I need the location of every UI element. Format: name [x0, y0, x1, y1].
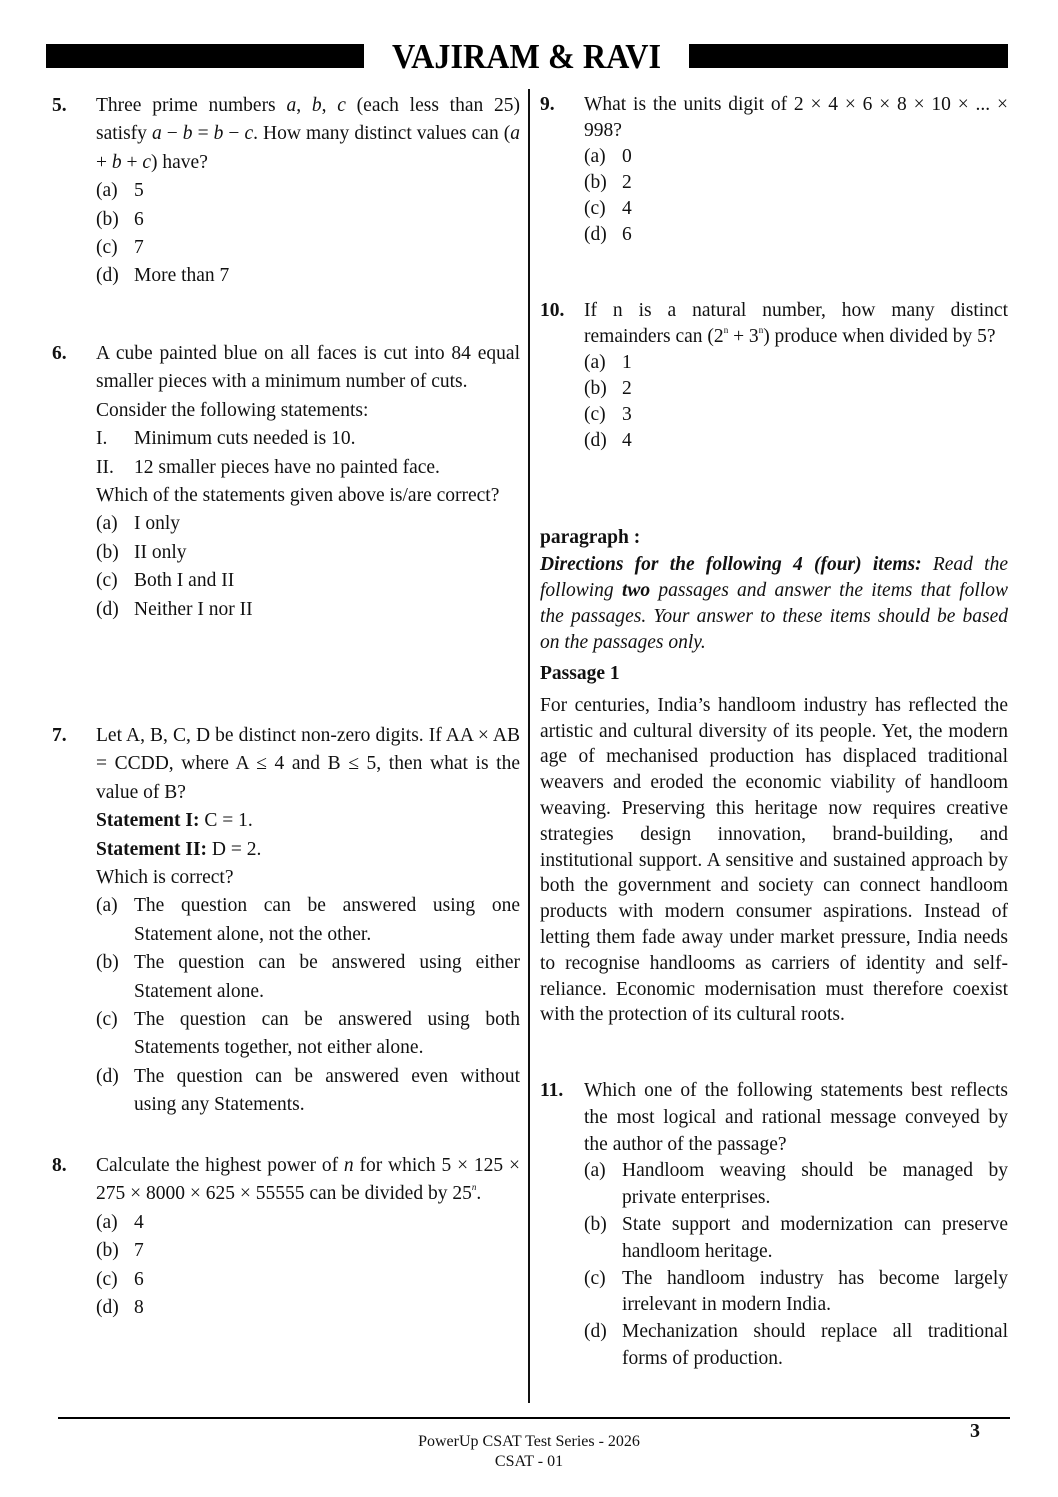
- option-label: (c): [96, 237, 118, 259]
- question-7: [52, 722, 520, 1162]
- statement-text: C = 1.: [199, 810, 253, 832]
- option-label: (b): [584, 378, 607, 399]
- option-a[interactable]: [96, 177, 520, 205]
- question-11: [540, 1078, 1008, 1373]
- question-ask: Which is correct?: [96, 867, 234, 889]
- stem-text: ) produce when divided by 5?: [763, 326, 996, 347]
- question-stem: [584, 298, 1008, 350]
- question-number: 10.: [540, 300, 565, 321]
- option-label: (c): [584, 404, 606, 425]
- statement-text: Minimum cuts needed is 10.: [134, 428, 356, 450]
- statement-label: Statement II:: [96, 838, 208, 860]
- option-label: (b): [96, 1240, 119, 1262]
- statement-text: D = 2.: [207, 838, 262, 860]
- question-body: [584, 92, 1008, 248]
- option-text: 3: [622, 404, 632, 425]
- footer-rule: [58, 1417, 1010, 1419]
- stem-exponent: n: [758, 325, 764, 335]
- option-label: (a): [96, 1211, 118, 1233]
- option-label: (a): [584, 1160, 606, 1182]
- option-label: (a): [584, 352, 606, 373]
- statement-label: I.: [96, 428, 108, 450]
- question-number: 7.: [52, 725, 67, 746]
- stem-text: .: [476, 1183, 482, 1205]
- question-number: 9.: [540, 94, 555, 115]
- option-text: 6: [134, 208, 144, 230]
- option-label: (a): [584, 146, 606, 167]
- question-5: [52, 92, 520, 322]
- passage-section: [540, 524, 1008, 1080]
- stem-text: for which 5 × 125 × 275 × 8000 × 625 × 55555 can be divided by 25: [96, 1155, 520, 1205]
- option-c[interactable]: [96, 1006, 520, 1063]
- stem-exponent: n: [471, 1182, 477, 1193]
- option-b[interactable]: [96, 949, 520, 1006]
- statement-1: [96, 807, 520, 835]
- option-a[interactable]: [96, 1209, 520, 1237]
- option-a[interactable]: [584, 144, 1008, 170]
- question-number: 6.: [52, 343, 67, 364]
- statement-2: [96, 836, 520, 864]
- statement-label: II.: [96, 456, 114, 478]
- option-label: (c): [96, 570, 118, 592]
- header-bar-left: [46, 44, 364, 68]
- statement-text: 12 smaller pieces have no painted face.: [134, 456, 440, 478]
- option-d[interactable]: [584, 1319, 1008, 1373]
- question-stem: Three prime numbers a, b, c (each less than 25) satisfy a − b = b − c. How many distinct values can (a + b + c) have?: [96, 95, 521, 173]
- option-text: 5: [134, 180, 144, 202]
- question-8: [52, 1152, 520, 1322]
- option-b[interactable]: [584, 1212, 1008, 1266]
- option-text: 0: [622, 146, 632, 167]
- header-bar-right: [689, 44, 1008, 68]
- question-stem: [96, 1152, 520, 1209]
- question-ask: Which of the statements given above is/are correct?: [96, 485, 500, 507]
- stem-variable: n: [343, 1155, 354, 1176]
- question-stem: Which one of the following statements best reflects the most logical and rational message conveyed by the author of the passage?: [584, 1080, 1008, 1155]
- page-number: 3: [970, 1420, 980, 1442]
- option-label: (a): [96, 180, 118, 202]
- right-column: [540, 92, 1008, 1373]
- option-text: Handloom weaving should be managed by private enterprises.: [622, 1160, 1008, 1209]
- option-c[interactable]: [584, 196, 1008, 222]
- directions-body: Read the following: [540, 554, 1008, 602]
- option-d[interactable]: [96, 596, 520, 624]
- question-body: [96, 1152, 520, 1322]
- question-stem: Let A, B, C, D be distinct non-zero digits. If AA × AB = CCDD, where A ≤ 4 and B ≤ 5, then what is the value of B?: [96, 725, 520, 803]
- option-d[interactable]: [584, 428, 1008, 454]
- option-text: II only: [134, 541, 187, 563]
- option-b[interactable]: [584, 376, 1008, 402]
- option-label: (d): [96, 1065, 119, 1087]
- option-text: The question can be answered even without using any Statements.: [134, 1065, 520, 1116]
- option-text: 7: [134, 1240, 144, 1262]
- statement-2: [96, 454, 520, 482]
- option-label: (c): [584, 198, 606, 219]
- option-b[interactable]: [96, 206, 520, 234]
- option-label: (b): [584, 172, 607, 193]
- option-label: (b): [584, 1213, 607, 1235]
- directions-heading: Directions for the following 4 (four) items:: [540, 554, 922, 576]
- option-label: (d): [96, 265, 119, 287]
- question-10: [540, 298, 1008, 528]
- directions-body: passages and answer the items that follow the passages. Your answer to these items should be based on the passages only.: [540, 580, 1008, 654]
- statement-label: Statement I:: [96, 810, 200, 832]
- option-b[interactable]: [96, 539, 520, 567]
- option-c[interactable]: [96, 567, 520, 595]
- left-column: [52, 92, 520, 1326]
- option-label: (d): [96, 598, 119, 620]
- option-label: (d): [584, 224, 607, 245]
- question-stem: What is the units digit of 2 × 4 × 6 × 8 × 10 × ... × 998?: [584, 94, 1008, 141]
- option-label: (c): [96, 1268, 118, 1290]
- option-label: (d): [584, 1321, 607, 1343]
- question-number: 5.: [52, 95, 67, 116]
- question-number: 8.: [52, 1155, 67, 1176]
- question-body: [584, 1078, 1008, 1373]
- option-c[interactable]: [584, 1266, 1008, 1320]
- option-d[interactable]: [96, 1063, 520, 1120]
- option-text: State support and modernization can preserve handloom heritage.: [622, 1213, 1008, 1262]
- option-b[interactable]: [96, 1237, 520, 1265]
- passage-title: Passage 1: [540, 663, 620, 685]
- option-label: (c): [96, 1009, 118, 1031]
- option-a[interactable]: [584, 1158, 1008, 1212]
- option-text: 7: [134, 237, 144, 259]
- option-label: (a): [96, 513, 118, 535]
- question-number: 11.: [540, 1080, 564, 1101]
- option-label: (c): [584, 1267, 606, 1289]
- option-label: (d): [584, 430, 607, 451]
- option-text: I only: [134, 513, 181, 535]
- question-9: [540, 92, 1008, 292]
- option-text: 4: [134, 1211, 144, 1233]
- question-body: [584, 298, 1008, 454]
- option-a[interactable]: [96, 510, 520, 538]
- option-text: 6: [622, 224, 632, 245]
- option-d[interactable]: [584, 222, 1008, 248]
- option-text: Neither I nor II: [134, 598, 253, 620]
- option-text: The question can be answered using one Statement alone, not the other.: [134, 895, 520, 945]
- consider-text: Consider the following statements:: [96, 399, 369, 421]
- page-header: [46, 37, 1008, 76]
- option-text: 6: [134, 1268, 144, 1290]
- option-c[interactable]: [96, 234, 520, 262]
- footer-series: PowerUp CSAT Test Series - 2026: [418, 1433, 640, 1450]
- directions-text: [540, 552, 1008, 656]
- option-text: 2: [622, 378, 632, 399]
- question-6: [52, 340, 520, 734]
- option-label: (b): [96, 541, 119, 563]
- option-text: 4: [622, 430, 632, 451]
- option-text: Mechanization should replace all traditional forms of production.: [622, 1321, 1008, 1369]
- option-c[interactable]: [96, 1266, 520, 1294]
- stem-text: + 3: [728, 326, 759, 347]
- question-body: [96, 340, 520, 624]
- option-text: More than 7: [134, 265, 230, 287]
- option-d[interactable]: [96, 1294, 520, 1322]
- option-label: (a): [96, 895, 118, 917]
- option-text: 2: [622, 172, 632, 193]
- footer-code: CSAT - 01: [494, 1453, 564, 1470]
- directions-emphasis: two: [621, 580, 651, 602]
- passage-text: For centuries, India’s handloom industry has reflected the artistic and cultural diversity of its people. Yet, the modern age of mechanised production has displaced traditional weavers and eroded the economic viability of handloom weaving. Preserving this heritage now requires creative strategies design innovation, brand-building, and institutional support. A sensitive and sustained approach by both the government and society can connect handloom products with modern consumer aspirations. Instead of letting them fade away under market pressure, India needs to recognise handlooms as carriers of identity and self-reliance. Economic modernisation must therefore coexist with the protection of its cultural roots.: [540, 694, 1008, 1026]
- question-body: [96, 92, 520, 291]
- option-a[interactable]: [96, 892, 520, 949]
- stem-text: If n is a natural number, how many distinct remainders can (2: [584, 300, 1008, 347]
- option-label: (b): [96, 952, 119, 974]
- footer: [0, 1432, 1058, 1472]
- paragraph-label: paragraph :: [540, 527, 641, 548]
- option-text: Both I and II: [134, 570, 235, 592]
- option-text: The question can be answered using both Statements together, not either alone.: [134, 1009, 520, 1059]
- option-label: (b): [96, 208, 119, 230]
- header-title: VAJIRAM & RAVI: [392, 37, 661, 76]
- option-a[interactable]: [584, 350, 1008, 376]
- option-text: 8: [134, 1297, 144, 1319]
- option-text: 1: [622, 352, 632, 373]
- option-c[interactable]: [584, 402, 1008, 428]
- option-text: The question can be answered using either Statement alone.: [134, 952, 520, 1002]
- column-divider: [528, 89, 530, 1403]
- option-b[interactable]: [584, 170, 1008, 196]
- stem-exponent: n: [723, 325, 729, 335]
- option-text: The handloom industry has become largely irrelevant in modern India.: [622, 1267, 1008, 1316]
- statement-1: [96, 425, 520, 453]
- stem-text: Calculate the highest power of: [96, 1155, 344, 1176]
- question-body: [96, 722, 520, 1120]
- option-d[interactable]: [96, 262, 520, 290]
- option-label: (d): [96, 1297, 119, 1319]
- option-text: 4: [622, 198, 632, 219]
- question-stem: A cube painted blue on all faces is cut into 84 equal smaller pieces with a minimum number of cuts.: [96, 343, 520, 393]
